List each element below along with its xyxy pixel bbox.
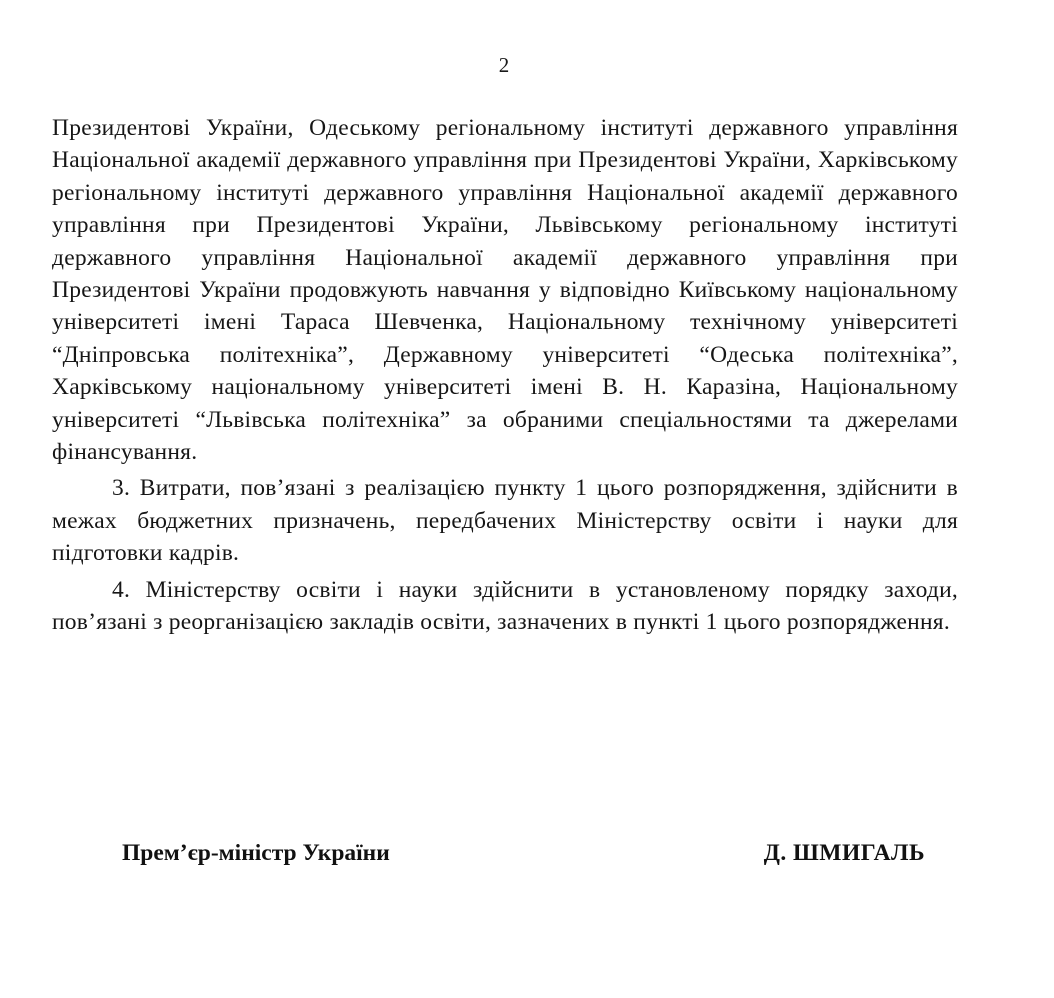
document-body [52, 112, 958, 639]
paragraph-continuation: Президентові України, Одеському регіональному інституті державного управління Національної академії державного управління при Президентові України, Харківському регіональному інституті державного управління Національної академії державного управління при Президентові України, Львівському регіональному інституті державного управління Національної академії державного управління при Президентові України продовжують навчання у відповідно Київському національному університеті імені Тараса Шевченка, Національному технічному університеті “Дніпровська політехніка”, Державному університеті “Одеська політехніка”, Харківському національному університеті імені В. Н. Каразіна, Національному університеті “Львівська політехніка” за обраними спеціальностями та джерелами фінансування. [52, 115, 958, 466]
signature-name: Д. ШМИГАЛЬ [763, 840, 925, 866]
paragraph-item-3: 3. Витрати, пов’язані з реалізацією пункту 1 цього розпорядження, здійснити в межах бюджетних призначень, передбачених Міністерству освіти і науки для підготовки кадрів. [52, 475, 958, 567]
paragraph-item-4: 4. Міністерству освіти і науки здійснити в установленому порядку заходи, пов’язані з реорганізацією закладів освіти, зазначених в пункті 1 цього розпорядження. [52, 576, 958, 636]
signature-block [122, 838, 925, 868]
page-number: 2 [498, 53, 510, 77]
signature-title: Прем’єр-міністр України [122, 840, 390, 866]
